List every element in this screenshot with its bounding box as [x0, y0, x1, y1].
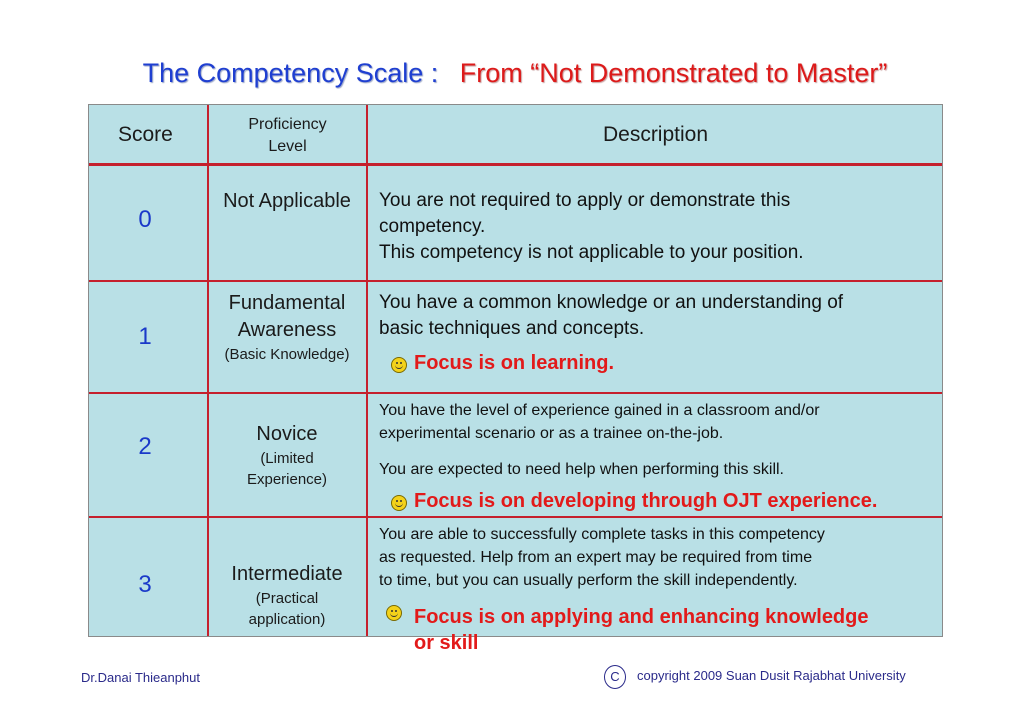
row-0-level — [211, 188, 363, 215]
row-1-desc-line: basic techniques and concepts. — [379, 318, 645, 339]
smiley-icon — [391, 495, 407, 511]
row-3-desc-line: You are able to successfully complete tasks in this competency — [379, 526, 825, 543]
row-3-focus-line2: or skill — [414, 632, 479, 654]
row-0-level-text: Not Applicable — [223, 190, 351, 212]
row-1-level — [211, 290, 363, 365]
header-level-line1: Proficiency — [248, 116, 327, 133]
row-0-score: 0 — [138, 206, 152, 233]
title-part-2: From “Not Demonstrated to Master” — [459, 58, 888, 88]
row-2-description — [379, 399, 939, 445]
row-2-desc-line: experimental scenario or as a trainee on-the-job. — [379, 425, 724, 442]
row-0-desc-line: You are not required to apply or demonstrate this — [379, 190, 791, 211]
row-3-desc-line: as requested. Help from an expert may be required from time — [379, 549, 813, 566]
row-1-focus: Focus is on learning. — [414, 352, 615, 374]
row-3-level-sub1: (Practical — [255, 590, 319, 607]
row-1-level-line2: Awareness — [237, 319, 337, 341]
row-divider — [89, 280, 942, 282]
header-description: Description — [602, 123, 709, 146]
title-part-1: The Competency Scale : — [142, 58, 439, 88]
column-divider — [207, 105, 209, 636]
row-2-level-text: Novice — [256, 423, 318, 445]
row-1-score: 1 — [138, 323, 152, 350]
smiley-icon — [391, 357, 407, 373]
row-3-description — [379, 523, 939, 592]
header-divider — [89, 163, 942, 166]
row-2-desc-line: You have the level of experience gained in a classroom and/or — [379, 402, 820, 419]
footer-copyright: copyright 2009 Suan Dusit Rajabhat University — [637, 668, 906, 683]
row-0-desc-line: This competency is not applicable to your position. — [379, 242, 804, 263]
row-0-description — [379, 188, 939, 266]
header-score: Score — [118, 123, 173, 146]
row-1-description — [379, 290, 939, 342]
row-2-focus: Focus is on developing through OJT experience. — [414, 490, 878, 512]
row-2-level — [211, 421, 363, 490]
smiley-icon — [386, 605, 402, 621]
column-divider — [366, 105, 368, 636]
page-title — [0, 58, 1030, 89]
row-3-level-text: Intermediate — [231, 563, 343, 585]
footer-author: Dr.Danai Thieanphut — [81, 670, 201, 685]
row-3-level — [211, 561, 363, 630]
row-1-level-line1: Fundamental — [228, 292, 346, 314]
row-1-desc-line: You have a common knowledge or an understanding of — [379, 292, 844, 313]
row-2-desc-extra: You are expected to need help when performing this skill. — [379, 461, 784, 478]
header-level-line2: Level — [268, 138, 307, 155]
competency-table — [88, 104, 943, 654]
row-3-level-sub2: application) — [248, 611, 326, 628]
row-1-level-sub: (Basic Knowledge) — [224, 346, 350, 363]
row-2-level-sub1: (Limited — [260, 450, 314, 467]
row-3-desc-line: to time, but you can usually perform the skill independently. — [379, 572, 798, 589]
row-3-focus-line1: Focus is on applying and enhancing knowledge — [414, 606, 869, 628]
copyright-icon: C — [604, 665, 626, 689]
row-divider — [89, 516, 942, 518]
row-3-score: 3 — [138, 571, 152, 598]
row-0-desc-line: competency. — [379, 216, 486, 237]
row-2-level-sub2: Experience) — [246, 471, 328, 488]
header-proficiency-level — [209, 114, 366, 158]
row-divider — [89, 392, 942, 394]
row-2-score: 2 — [138, 433, 152, 460]
